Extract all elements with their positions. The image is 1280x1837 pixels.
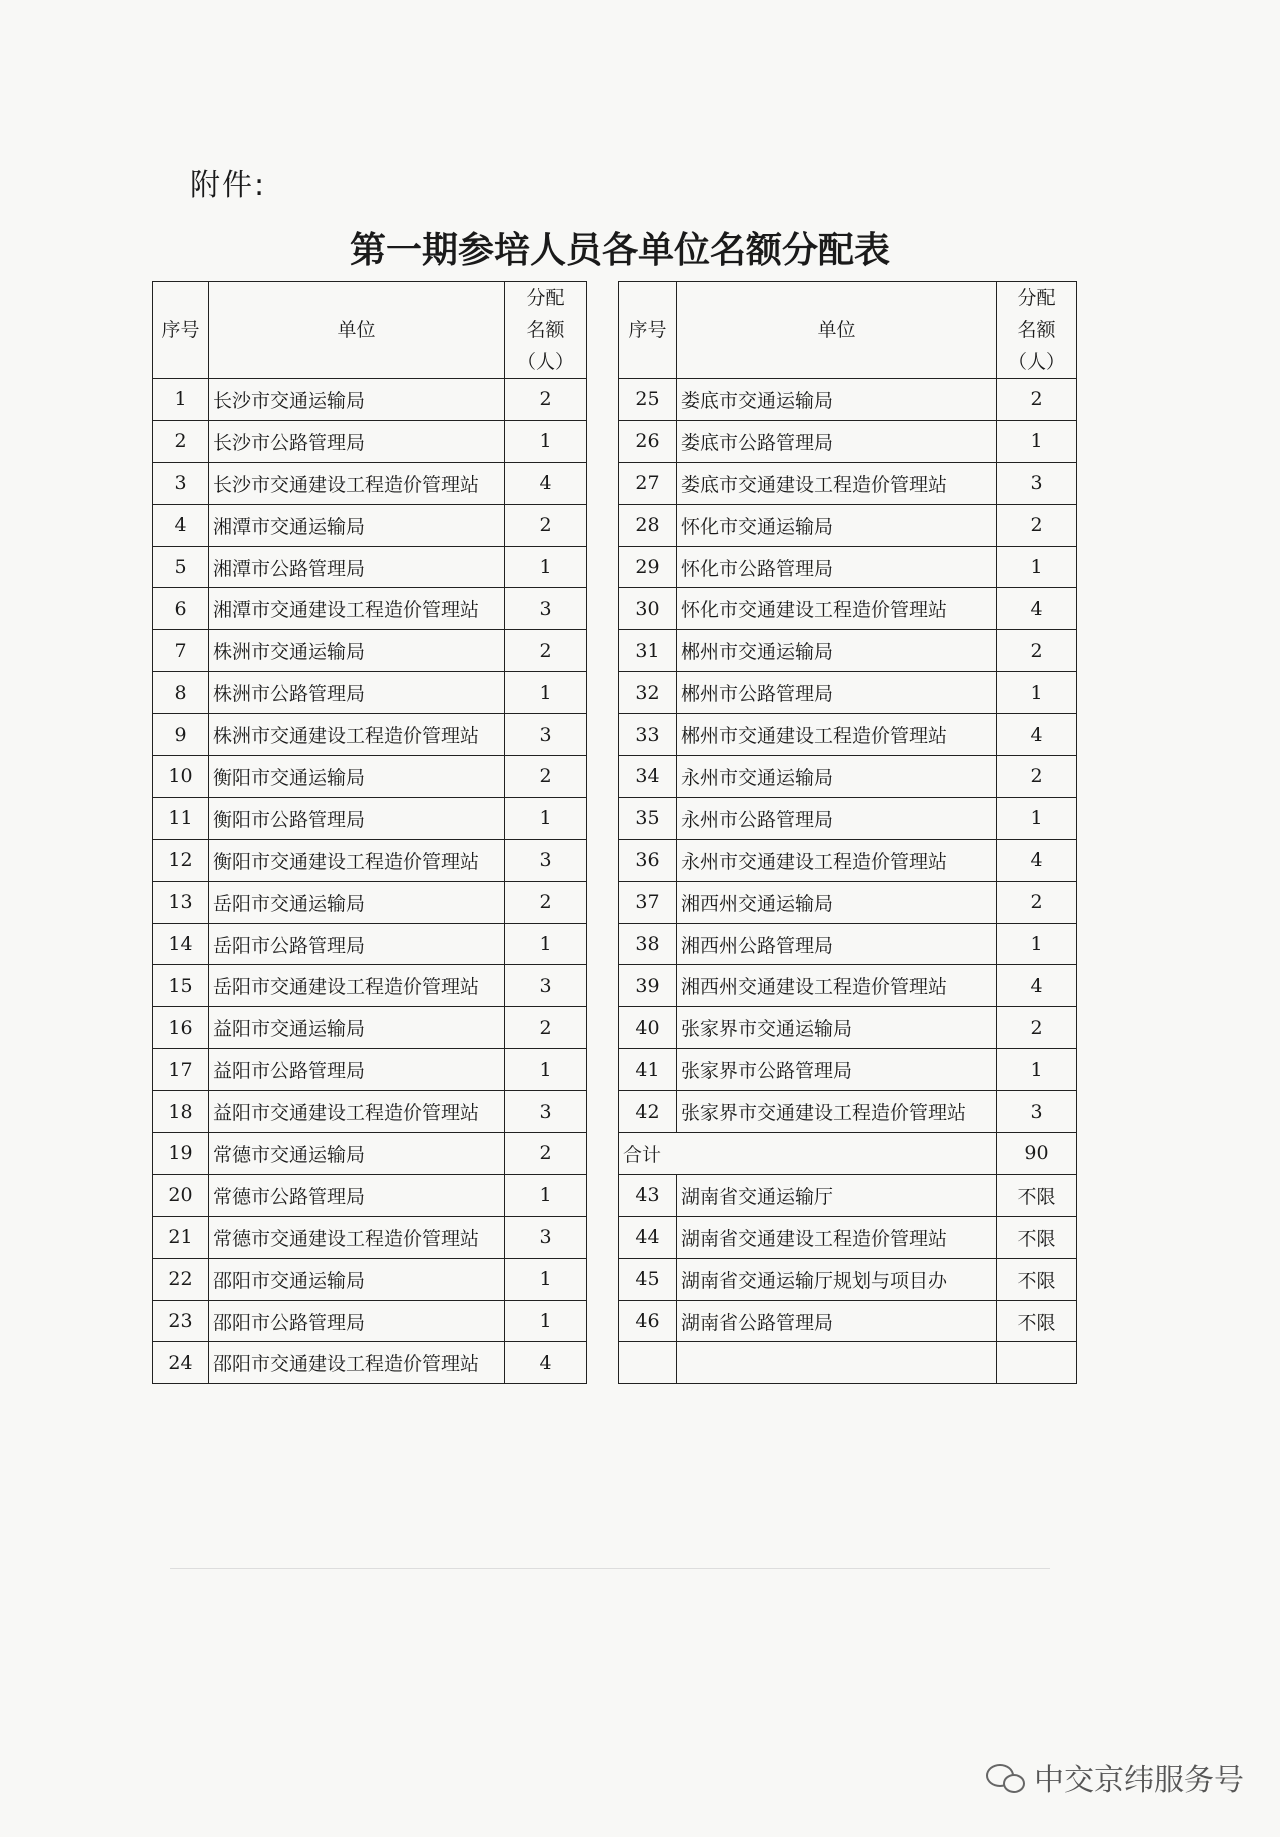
table-row — [153, 1174, 587, 1216]
row-number: 21 — [153, 1216, 209, 1258]
row-quota: 1 — [505, 420, 587, 462]
table-row — [153, 420, 587, 462]
row-unit: 永州市公路管理局 — [677, 797, 997, 839]
row-unit: 邵阳市交通建设工程造价管理站 — [209, 1342, 505, 1384]
row-number: 12 — [153, 839, 209, 881]
table-header-row — [619, 282, 1077, 379]
row-quota: 2 — [997, 630, 1077, 672]
table-row — [153, 630, 587, 672]
row-number: 37 — [619, 881, 677, 923]
row-number: 13 — [153, 881, 209, 923]
table-row — [153, 923, 587, 965]
row-unit: 常德市公路管理局 — [209, 1174, 505, 1216]
table-row — [153, 839, 587, 881]
row-unit: 邵阳市交通运输局 — [209, 1258, 505, 1300]
table-row — [619, 672, 1077, 714]
row-unit: 常德市交通运输局 — [209, 1133, 505, 1175]
row-number: 16 — [153, 1007, 209, 1049]
header-seq: 序号 — [153, 282, 209, 379]
row-unit: 株洲市交通建设工程造价管理站 — [209, 714, 505, 756]
row-number: 36 — [619, 839, 677, 881]
row-quota: 2 — [505, 1133, 587, 1175]
row-quota: 2 — [505, 756, 587, 798]
row-quota: 4 — [997, 714, 1077, 756]
row-unit: 长沙市交通建设工程造价管理站 — [209, 462, 505, 504]
table-row — [153, 965, 587, 1007]
row-quota: 2 — [505, 881, 587, 923]
table-row — [153, 1049, 587, 1091]
row-number: 39 — [619, 965, 677, 1007]
row-quota: 2 — [997, 504, 1077, 546]
table-row — [619, 420, 1077, 462]
row-quota: 3 — [505, 588, 587, 630]
row-number: 14 — [153, 923, 209, 965]
row-quota: 2 — [505, 379, 587, 421]
row-quota: 1 — [505, 546, 587, 588]
row-number: 32 — [619, 672, 677, 714]
table-row — [153, 462, 587, 504]
row-quota — [997, 1342, 1077, 1384]
row-unit: 怀化市公路管理局 — [677, 546, 997, 588]
row-unit: 岳阳市交通运输局 — [209, 881, 505, 923]
row-quota: 2 — [997, 756, 1077, 798]
table-row — [619, 379, 1077, 421]
table-row — [153, 1342, 587, 1384]
row-quota: 3 — [997, 462, 1077, 504]
header-seq: 序号 — [619, 282, 677, 379]
table-row — [619, 462, 1077, 504]
row-unit: 株洲市交通运输局 — [209, 630, 505, 672]
table-row — [619, 881, 1077, 923]
attachment-label: 附件: — [190, 168, 267, 203]
row-unit: 湖南省交通运输厅 — [677, 1174, 997, 1216]
row-quota: 1 — [997, 672, 1077, 714]
row-quota: 3 — [997, 1091, 1077, 1133]
row-unit: 湘西州公路管理局 — [677, 923, 997, 965]
row-unit: 长沙市公路管理局 — [209, 420, 505, 462]
table-row — [619, 1342, 1077, 1384]
row-quota: 2 — [997, 1007, 1077, 1049]
header-quota: 分配 名额 （人） — [505, 282, 587, 379]
row-unit: 怀化市交通运输局 — [677, 504, 997, 546]
table-row — [619, 714, 1077, 756]
row-quota: 1 — [997, 546, 1077, 588]
table-row — [619, 923, 1077, 965]
row-number: 5 — [153, 546, 209, 588]
row-number: 44 — [619, 1216, 677, 1258]
row-quota: 2 — [505, 630, 587, 672]
row-number: 7 — [153, 630, 209, 672]
row-number: 29 — [619, 546, 677, 588]
row-unit: 湘潭市公路管理局 — [209, 546, 505, 588]
row-number: 46 — [619, 1300, 677, 1342]
row-unit: 张家界市交通建设工程造价管理站 — [677, 1091, 997, 1133]
row-number: 30 — [619, 588, 677, 630]
row-number: 9 — [153, 714, 209, 756]
row-unit: 怀化市交通建设工程造价管理站 — [677, 588, 997, 630]
row-number: 35 — [619, 797, 677, 839]
row-quota: 1 — [997, 923, 1077, 965]
row-quota: 1 — [505, 1300, 587, 1342]
row-quota: 1 — [505, 672, 587, 714]
row-quota: 3 — [505, 965, 587, 1007]
row-quota: 不限 — [997, 1216, 1077, 1258]
row-number: 42 — [619, 1091, 677, 1133]
row-unit: 湘潭市交通运输局 — [209, 504, 505, 546]
row-quota: 不限 — [997, 1258, 1077, 1300]
row-quota: 1 — [997, 797, 1077, 839]
row-quota: 3 — [505, 1216, 587, 1258]
table-row — [619, 1091, 1077, 1133]
table-row — [153, 1300, 587, 1342]
row-unit: 湖南省公路管理局 — [677, 1300, 997, 1342]
row-quota: 1 — [505, 797, 587, 839]
row-number: 23 — [153, 1300, 209, 1342]
row-unit: 岳阳市公路管理局 — [209, 923, 505, 965]
total-row — [619, 1133, 1077, 1175]
row-number: 20 — [153, 1174, 209, 1216]
table-row — [619, 839, 1077, 881]
row-unit: 岳阳市交通建设工程造价管理站 — [209, 965, 505, 1007]
table-row — [619, 756, 1077, 798]
row-quota: 1 — [505, 1174, 587, 1216]
row-quota: 4 — [505, 462, 587, 504]
row-unit: 湘潭市交通建设工程造价管理站 — [209, 588, 505, 630]
table-row — [153, 1258, 587, 1300]
row-quota: 1 — [505, 1258, 587, 1300]
row-quota: 2 — [505, 504, 587, 546]
row-quota: 1 — [505, 1049, 587, 1091]
row-number: 3 — [153, 462, 209, 504]
table-row — [153, 588, 587, 630]
row-unit: 郴州市交通运输局 — [677, 630, 997, 672]
row-unit: 永州市交通建设工程造价管理站 — [677, 839, 997, 881]
row-unit: 益阳市交通运输局 — [209, 1007, 505, 1049]
table-row — [153, 881, 587, 923]
row-quota: 4 — [997, 588, 1077, 630]
row-unit: 湖南省交通建设工程造价管理站 — [677, 1216, 997, 1258]
row-number: 28 — [619, 504, 677, 546]
table-row — [619, 588, 1077, 630]
row-number: 34 — [619, 756, 677, 798]
table-row — [619, 630, 1077, 672]
header-unit: 单位 — [677, 282, 997, 379]
page-title: 第一期参培人员各单位名额分配表 — [349, 229, 890, 271]
row-number: 1 — [153, 379, 209, 421]
row-unit: 湘西州交通运输局 — [677, 881, 997, 923]
row-number: 38 — [619, 923, 677, 965]
row-unit: 娄底市交通运输局 — [677, 379, 997, 421]
table-row — [619, 1007, 1077, 1049]
table-row — [153, 756, 587, 798]
row-unit: 长沙市交通运输局 — [209, 379, 505, 421]
wechat-icon — [986, 1762, 1026, 1792]
row-unit: 张家界市公路管理局 — [677, 1049, 997, 1091]
row-quota: 4 — [997, 965, 1077, 1007]
row-unit: 湖南省交通运输厅规划与项目办 — [677, 1258, 997, 1300]
row-number: 24 — [153, 1342, 209, 1384]
row-number: 25 — [619, 379, 677, 421]
row-number: 4 — [153, 504, 209, 546]
table-row — [153, 546, 587, 588]
total-value: 90 — [997, 1133, 1077, 1175]
row-unit: 益阳市交通建设工程造价管理站 — [209, 1091, 505, 1133]
table-row — [619, 1216, 1077, 1258]
row-number: 18 — [153, 1091, 209, 1133]
table-row — [153, 1216, 587, 1258]
row-unit: 衡阳市交通运输局 — [209, 756, 505, 798]
row-unit: 衡阳市公路管理局 — [209, 797, 505, 839]
row-number — [619, 1342, 677, 1384]
allocation-table-right — [618, 281, 1077, 1384]
table-row — [619, 965, 1077, 1007]
row-quota: 3 — [505, 1091, 587, 1133]
row-number: 40 — [619, 1007, 677, 1049]
row-number: 31 — [619, 630, 677, 672]
table-header-row — [153, 282, 587, 379]
table-row — [153, 1007, 587, 1049]
table-row — [619, 1258, 1077, 1300]
row-number: 17 — [153, 1049, 209, 1091]
table-row — [153, 672, 587, 714]
table-row — [619, 504, 1077, 546]
table-row — [153, 379, 587, 421]
table-row — [153, 797, 587, 839]
row-quota: 不限 — [997, 1174, 1077, 1216]
table-row — [153, 1091, 587, 1133]
row-number: 45 — [619, 1258, 677, 1300]
row-unit: 郴州市交通建设工程造价管理站 — [677, 714, 997, 756]
row-unit: 湘西州交通建设工程造价管理站 — [677, 965, 997, 1007]
row-quota: 2 — [997, 881, 1077, 923]
row-quota: 3 — [505, 839, 587, 881]
row-quota: 2 — [997, 379, 1077, 421]
row-number: 41 — [619, 1049, 677, 1091]
watermark — [986, 1755, 1244, 1799]
row-number: 6 — [153, 588, 209, 630]
allocation-table-left — [152, 281, 587, 1384]
row-unit: 衡阳市交通建设工程造价管理站 — [209, 839, 505, 881]
row-quota: 1 — [997, 420, 1077, 462]
row-unit: 邵阳市公路管理局 — [209, 1300, 505, 1342]
table-row — [619, 546, 1077, 588]
row-number: 33 — [619, 714, 677, 756]
row-unit: 株洲市公路管理局 — [209, 672, 505, 714]
row-number: 19 — [153, 1133, 209, 1175]
row-quota: 3 — [505, 714, 587, 756]
table-row — [619, 797, 1077, 839]
row-unit: 永州市交通运输局 — [677, 756, 997, 798]
header-unit: 单位 — [209, 282, 505, 379]
row-number: 15 — [153, 965, 209, 1007]
row-unit — [677, 1342, 997, 1384]
row-number: 43 — [619, 1174, 677, 1216]
table-row — [619, 1300, 1077, 1342]
row-number: 8 — [153, 672, 209, 714]
header-quota: 分配 名额 （人） — [997, 282, 1077, 379]
row-unit: 常德市交通建设工程造价管理站 — [209, 1216, 505, 1258]
table-row — [619, 1049, 1077, 1091]
table-row — [153, 714, 587, 756]
table-row — [153, 504, 587, 546]
footer-divider — [170, 1568, 1050, 1569]
row-quota: 不限 — [997, 1300, 1077, 1342]
table-row — [153, 1133, 587, 1175]
row-unit: 娄底市公路管理局 — [677, 420, 997, 462]
table-row — [619, 1174, 1077, 1216]
row-quota: 4 — [505, 1342, 587, 1384]
row-number: 22 — [153, 1258, 209, 1300]
watermark-text: 中交京纬服务号 — [1034, 1763, 1244, 1798]
row-quota: 2 — [505, 1007, 587, 1049]
row-number: 2 — [153, 420, 209, 462]
row-number: 27 — [619, 462, 677, 504]
row-unit: 郴州市公路管理局 — [677, 672, 997, 714]
row-number: 10 — [153, 756, 209, 798]
row-quota: 4 — [997, 839, 1077, 881]
row-unit: 张家界市交通运输局 — [677, 1007, 997, 1049]
row-unit: 娄底市交通建设工程造价管理站 — [677, 462, 997, 504]
row-unit: 益阳市公路管理局 — [209, 1049, 505, 1091]
row-number: 26 — [619, 420, 677, 462]
row-number: 11 — [153, 797, 209, 839]
total-label: 合计 — [619, 1133, 997, 1175]
row-quota: 1 — [997, 1049, 1077, 1091]
row-quota: 1 — [505, 923, 587, 965]
